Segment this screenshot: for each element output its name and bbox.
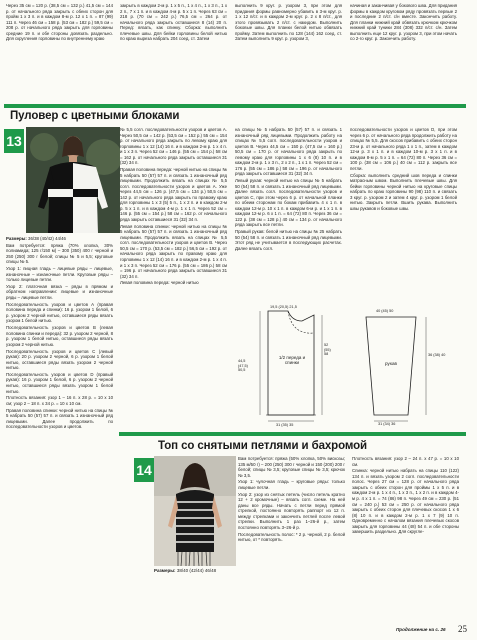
pattern-sleeve-label: рукав bbox=[385, 361, 397, 366]
gauge-para: Плотность вязания: узор 1 – 16 п. х 28 р. = 10 х 10 см; узор 2 – 18 п. х 34 р. = 10 х 10 см. bbox=[6, 395, 113, 406]
s14-pattern-2: Узор 2: узор из снятых петель (число петель кратно 12 + 2 кромочные) – вязать согл. схеме. На ней даны все ряды. Начать с петли перед прямой стрелкой, постоянно повторять раппорт из 12 п. между стрелками и закончить петлей после левой стрелки. Выполнить 1 раз 1–26-й р., затем постоянно повторять 3–26-й р. bbox=[238, 491, 345, 530]
pattern-2-para: Узор 2: платочная вязка – ряды в прямом и обратном направлении: лицевые и изнаночные ряды – лицевые петли. bbox=[6, 283, 113, 301]
s14-back: Спинка: черной нитью набрать на спицы 110 (122) 134 п. и вязать узором 2 согл. последовательности полос. Через 27 см = 128 р. от начального ряда закрыть с обеих сторон для проймы 1 х 5 п. и в каждом 2-м р. 1 х 4 п., 1 х 3 п., 1 х 2 п. и в каждом 4-м р. 4 х 1 п. = 74 (86) 98 п. Через 49 см = 230 р. (51 см = 240 р.) 53 см = 250 р. от начального ряда закрыть с обеих сторон для плечевых скосов 1 х 6 (8) 10 п. и в каждом 2-м р. 1 х 7 (9) 10 п. Одновременно с началом вязания плечевых скосов закрыть для горловины 44 (48) 54 п. и обе стороны завершить раздельно. Для скругле- bbox=[352, 468, 459, 535]
sequence-d-para: Последовательность узоров и цветов D (правый рукав): 16 р. узором 1 белой, 6 р. узором 2 черной нитью, оставшиеся ряды вязать узором 1 белой нитью. bbox=[6, 371, 113, 394]
section-13-col-2 bbox=[120, 127, 227, 431]
s14-materials: Вам потребуется: пряжа (50% хлопка, 50% вискозы; 135 м/50 г) – 200 (250) 300 г черной и 150 (200) 200 г белой; спицы № 3,5; круговые спицы № 3,5; крючок № 3,5. bbox=[238, 456, 345, 478]
section-13-title: Пуловер с цветными блоками bbox=[10, 110, 180, 122]
s14-pattern-1: Узор 1: чулочная гладь – круговые ряды: только лицевые петли. bbox=[238, 479, 345, 490]
sequence-b-para: Последовательность узоров и цветов В (левая половина спинки и переда): 32 р. узором 2 черной, 8 р. узором 1 белой нитью, оставшиеся ряды вязать узором 2 черной нитью. bbox=[6, 325, 113, 347]
col2-para-1: № 5,5 согл. последовательности узоров и цветов А. Через 50,5 см = 142 р. (53,5 см = 152 р.) 55 см = 154 р. от начального ряда закрыть по левому краю для горловины 1 х 12 (14) 16 п. и в каждом 2-м р. 1 х 4 п. и 1 х 3 п. Через 52 см = 146 р. (55 см = 154 р.) 58 см = 162 р. от начального ряда закрыть оставшиеся 31 (32) 34 п. bbox=[120, 127, 227, 166]
section-14-col-3 bbox=[352, 456, 459, 624]
col2-para-2: Правая половина переда: черной нитью на спицы № 5 набрать 50 (57) 57 п. и связать 1 изнаночный ряд лицевыми. Продолжить вязать на спицах № 5,5 согл. последовательности узоров и цветов А. Уже через 44,5 см = 126 р. (47,5 см = 134 р.) 50,5 см = 142 р. от начального ряда закрыть по правому краю для горловины 1 х 3 (5) 5 п., 1 х 2 п. и в каждом 2-м р. 5 х 1 п. и в каждом 4-м р. 1 х 1 п. Через 52 см = 146 р. (55 см = 154 р.) 58 см = 162 р. от начального ряда закрыть оставшиеся 31 (32) 34 п. bbox=[120, 167, 227, 222]
model-pullover-illustration bbox=[26, 127, 120, 233]
sizes-line: Размеры: 36/38 (40/42) 44/46 bbox=[6, 236, 66, 241]
right-back-para: Правая половина спинки: черной нитью на спицы № 5 набрать 50 (57) 57 п. и связать 1 изнаночный ряд лицевыми. Далее продолжить по последовательности узоров и цветов. bbox=[6, 407, 113, 430]
sequence-c-para: Последовательность узоров и цветов С (левый рукав): 20 р. узором 2 черной, 6 р. узором 1 белой нитью, оставшиеся ряды вязать узором 2 черной нитью. bbox=[6, 348, 113, 371]
continued-note: Продолжение на с. 26 bbox=[396, 627, 446, 632]
top-text-col-3: выполнить 9 круг. р. узором 3, при этом для придания формы равномерно убавить в 3-м круг. р. 1 х 12 п/ст. и в каждом 2-м круг. р. 2 х 8 п/ст., для этого провязывать 2 п/ст. с накидом. Выполнить боковые швы. Для планки белой нитью обвязать пройму. Затем выполнить по 128 (144) 162 соед. ст. Затем выполнить 9 круг. р. узором 3, bbox=[235, 3, 342, 42]
page-number: 25 bbox=[458, 624, 467, 634]
col3-para-2: Левый рукав: черной нитью на спицы № 5 набрать 50 (54) 58 п. и связать 1 изнаночный ряд лицевыми. Далее вязать согл. последовательности узоров и цветов С, при этом через 6 р. от начальной планки по обеим сторонам по бокам прибавить 4 х 1 п. в каждом 12-м р. 10 х 1 п. в каждом 6-м р. и 1 х 1 п. в каждом 12-м р. 6 х 1 п. = 64 (72) 80 п. Через 36 см = 122 р. (38 см = 128 р.) 40 см = 134 р. от начального ряда закрыть все петли. bbox=[235, 178, 342, 228]
col4-para-2: Сборка: выполнить средний шов переда и спинки матрасным швом. Выполнить плечевые швы. Для бейки горловины черной нитью на круговые спицы набрать по краю горловины 90 (98) 110 п. и связать 3 круг. р. узором 2 и затем 4 круг. р. узором 1 белой нитью. Закрыть петли. Вшить рукава. Выполнить швы рукавов и боковые швы. bbox=[350, 172, 457, 211]
section-14-sizes: Размеры: 38/40 (42/44) 46/48 bbox=[154, 568, 217, 573]
pattern-right-body-labels: 52 (55) 58 bbox=[324, 343, 331, 356]
photo-pullover bbox=[26, 127, 120, 233]
top-text-col-4: начиная и заканчивая у бокового шва. Для придания формы в каждом круговом ряду провязать первые 2 и последние 2 п/ст. с/н вместе. Закончить работу. Для планки нижний край обвязать крючком крючком нижний край туники 284 (308) 332 п/ст. с/н. Затем выполнить еще 12 круг. р. узором 3, при этом начать со 2-го круг. р. Закончить работу. bbox=[350, 3, 457, 42]
section-14-rule bbox=[119, 432, 466, 436]
materials-para: Вам потребуется: пряжа (70% хлопка, 30% полиамида; 125 г/150 м) – 300 (350) 400 г черной и 250 (250) 300 г белой; спицы № 5 и 5,5; круговые спицы № 5. bbox=[6, 242, 113, 265]
col2-para-4: Левая половина переда: черной нитью bbox=[120, 280, 199, 286]
section-13-rule bbox=[4, 104, 466, 108]
pattern-bottom-label: 31 (35) 35 bbox=[276, 423, 294, 427]
col2-para-3: Левая половина спинки: черной нитью на спицы № 5 набрать 50 (57) 57 п. и связать 1 изнаночный ряд лицевыми. Продолжить вязать на спицах № 5,5 согл. последовательности узоров и цветов В. Через 50,5 см = 170 р. (53,5 см = 182 р.) 56,5 см = 192 р. от начального ряда закрыть по правому краю для горловины 1 х 12 (14) 16 п. и в каждом 2-м р. 1 х 4 п. и 1 х 3 п. Через 52 см = 176 р. (55 см = 186 р.) 58 см = 196 р. от начального ряда закрыть оставшиеся 31 (32) 34 п. bbox=[120, 223, 227, 279]
pattern-sleeve-length: 36 (38) 40 bbox=[428, 353, 446, 357]
section-13-col-4 bbox=[350, 127, 457, 299]
pattern-schematic bbox=[236, 303, 460, 429]
sequence-a-para: Последовательность узоров и цветов А (правая половина переда и спинки): 16 р. узором 1 белой, 6 р. узором 2 черной нитью, оставшиеся ряды вязать узором 1 белой нитью. bbox=[6, 301, 113, 324]
pattern-1-para: Узор 1: пицная гладь – лицевые ряды – лицевые, изнаночные – изнаночные петли. Круговые ряды – только лицевые петли. bbox=[6, 266, 113, 283]
section-13-number-badge: 13 bbox=[4, 129, 24, 153]
top-text-col-2: закрыть в каждом 2-м р. 1 х 5 п., 1 х 4 п., 1 х 3 п., 1 х 2 п., 7 х 1 п. и в каждом 4-м р. 5 х 1 п. Через 63 см = 218 р. (70 см = 242 р.) 76,5 см = 264 р. от начального ряда закрыть оставшиеся 8 (14) 20 п. Перед: вязать, как спинку. Сборка: выполнить плечевые швы. Для бейки горловины белой нитью по краю выреза набрать 204 соед. ст. Затем bbox=[120, 3, 227, 42]
pattern-top-label: 19,5 (20,5) 21,5 bbox=[270, 305, 297, 309]
pattern-sleeve-top: 40 (45) 50 bbox=[376, 309, 394, 313]
section-14-col-2 bbox=[238, 456, 345, 634]
pattern-sleeve-bottom: 31 (34) 36 bbox=[378, 422, 396, 426]
section-13-col-1 bbox=[6, 236, 113, 636]
col3-para-1: на спицы № 5 набрать 50 (57) 57 п. и связать 1 изнаночный ряд лицевыми. Продолжить работу на спицах № 5,5 согл. последовательности узоров и цветов В. Через 44,5 см = 150 р. (47,5 см = 160 р.) 50,5 см = 170 р. от начального ряда закрыть по левому краю для горловины 1 х 6 (8) 10 п. и в каждом 2-м р. 1 х 3 п., 2 х 2 п., 1 х 1 п. Через 52 см = 176 р. (55 см = 186 р.) 58 см = 196 р. от начального ряда закрыть оставшиеся 31 (32) 34 п. bbox=[235, 127, 342, 177]
model-top-illustration bbox=[154, 456, 236, 566]
pattern-body-label: 1/2 переда и спинки bbox=[278, 355, 306, 365]
top-text-col-1: Через 35 см = 120 р. (38,5 см = 132 р.) 41,5 см = 144 р. от начального ряда закрыть с обеих сторон для пройм 1 х 3 п. и в каждом 8-м р. 12 х 1 п. = 87 (99) 111 п. Через 46 см = 158 р. (53 см = 182 р.) 59,5 см = 208 р. от начального ряда закрыть для горловины средние 19 п. и обе стороны довязать раздельно. Для скругления горловины по внутреннему краю bbox=[6, 3, 113, 42]
photo-top bbox=[154, 456, 236, 566]
section-14-title: Топ со снятыми петлями и бахромой bbox=[158, 440, 368, 452]
col4-para-1: последовательности узоров и цветов D, при этом через 6 р. от начального ряда продолжить работу на спицах № 5,5. Для скосов прибавить с обеих сторон 23-м р. от начального ряда 1 х 1 п., затем в каждом 12-м р. 3 х 1 п. и в каждом 10-м р. 3 х 1 п. и в каждом 8-м р. 5 х 1 п. = 64 (72) 80 п. Через 36 см = 100 р. (38 см = 106 р.) 40 см = 112 р. закрыть все петли. bbox=[350, 127, 457, 171]
section-14-number-badge: 14 bbox=[134, 458, 154, 482]
pattern-schematic-drawing bbox=[236, 303, 460, 429]
s14-gauge: Плотность вязания: узор 2 – 24 п. х 47 р. = 10 х 10 см. bbox=[352, 456, 459, 467]
section-13-col-3 bbox=[235, 127, 342, 299]
s14-stripes: Последовательность полос: * 2 р. черной, 2 р. белой нитью, от * повторять. bbox=[238, 531, 345, 543]
col3-para-3: Правый рукав: белой нитью на спицы № 25 набрать 50 (54) 58 п. и связать 1 изнаночный ряд лицевыми. Этот ряд не учитывается в последующих расчетах. Далее вязать согл. bbox=[235, 229, 342, 251]
pattern-left-labels: 44,5 (47,5) 50,5 bbox=[238, 359, 248, 372]
